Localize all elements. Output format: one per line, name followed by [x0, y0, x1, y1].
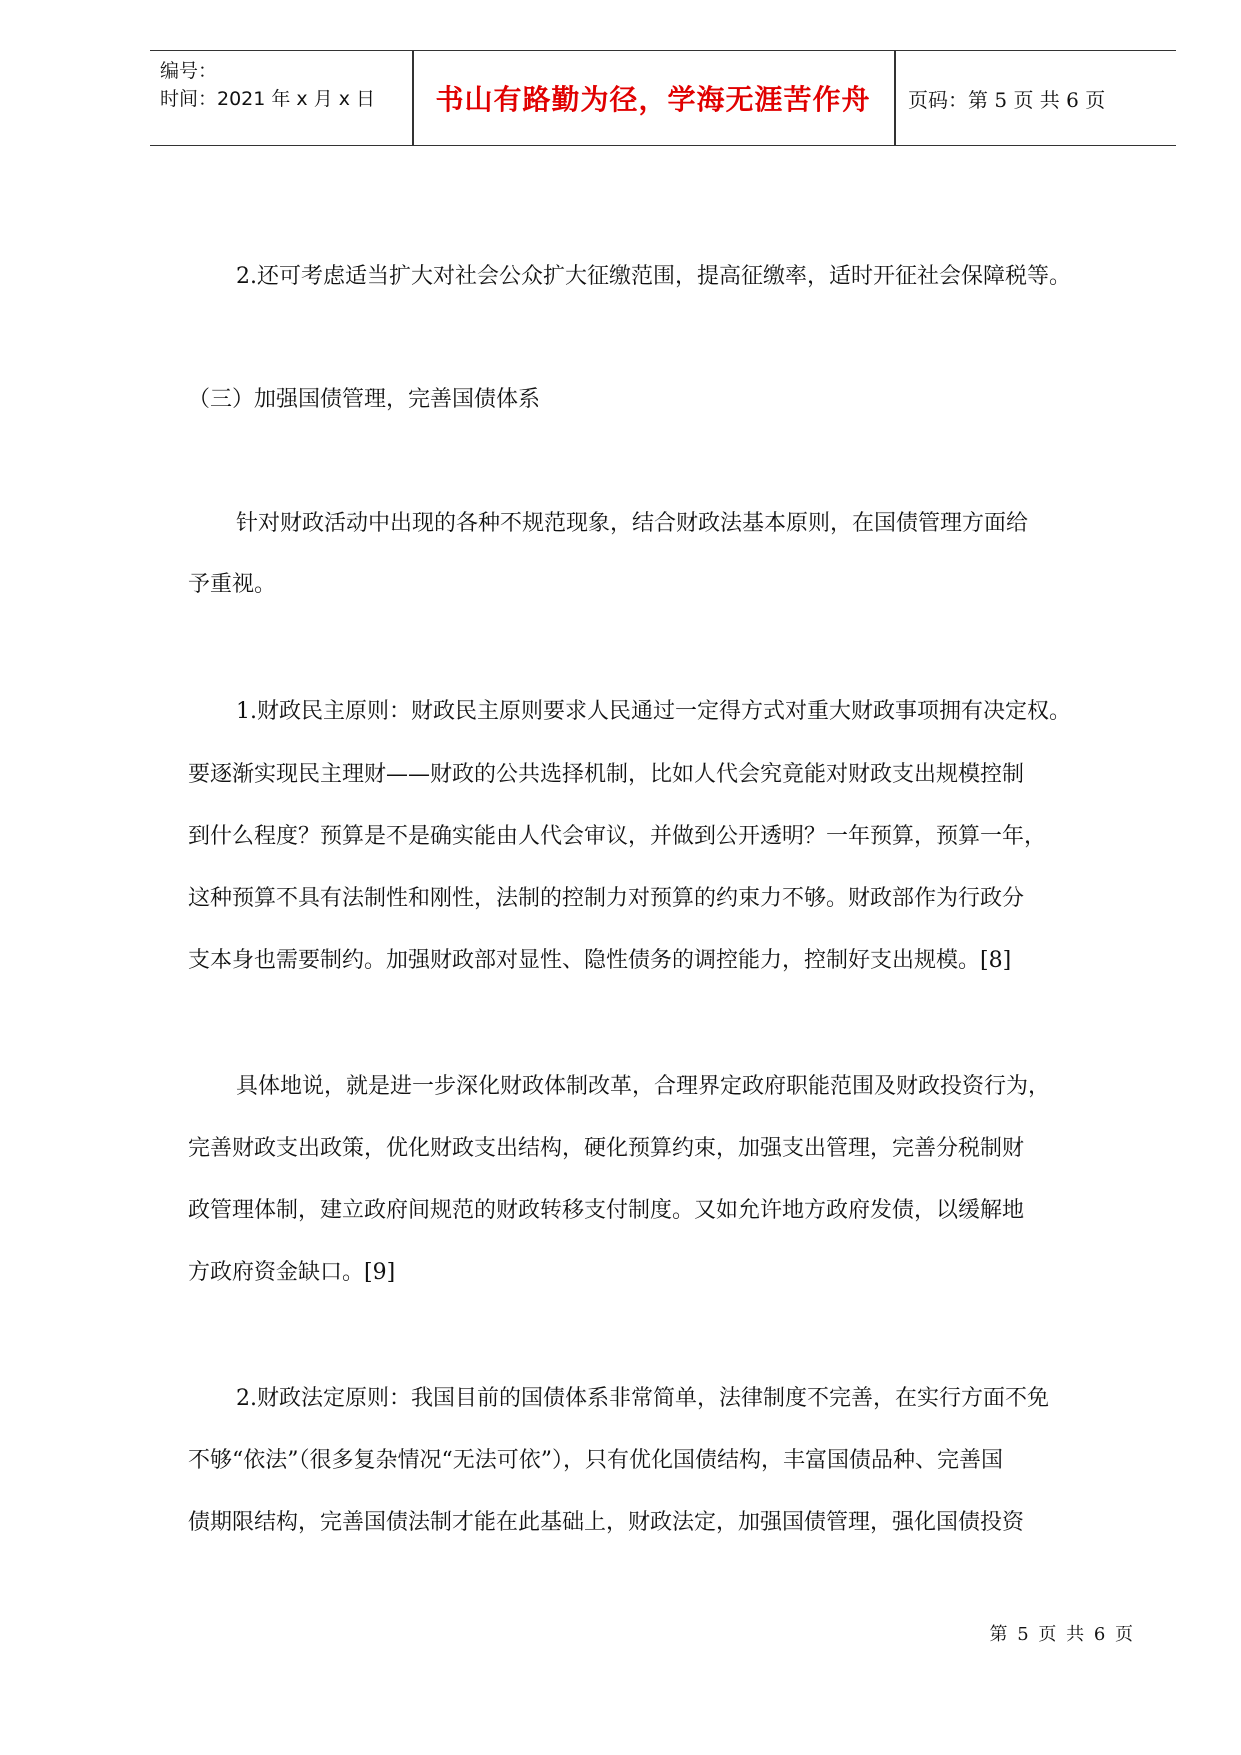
body-line: 1.财政民主原则：财政民主原则要求人民通过一定得方式对重大财政事项拥有决定权。 [236, 699, 1071, 724]
body-line: 要逐渐实现民主理财——财政的公共选择机制，比如人代会究竟能对财政支出规模控制 [188, 762, 1025, 787]
serial-number-label: 编号： [160, 60, 218, 82]
body-line: 债期限结构，完善国债法制才能在此基础上，财政法定，加强国债管理，强化国债投资 [188, 1510, 1025, 1535]
body-line: 支本身也需要制约。加强财政部对显性、隐性债务的调控能力，控制好支出规模。[8] [188, 948, 1012, 973]
body-line: 不够“依法”（很多复杂情况“无法可依”），只有优化国债结构，丰富国债品种、完善国 [188, 1448, 1003, 1473]
body-line: 方政府资金缺口。[9] [188, 1260, 396, 1285]
date-label: 时间：2021 年 x 月 x 日 [160, 88, 376, 110]
body-line: 这种预算不具有法制性和刚性，法制的控制力对预算的约束力不够。财政部作为行政分 [188, 886, 1025, 911]
section-heading: （三）加强国债管理，完善国债体系 [188, 387, 541, 412]
body-line: 具体地说，就是进一步深化财政体制改革，合理界定政府职能范围及财政投资行为， [236, 1074, 1051, 1099]
header-page-info: 页码：第 5 页 共 6 页 [908, 87, 1106, 112]
page-footer: 第 5 页 共 6 页 [989, 1624, 1135, 1645]
body-line: 2.还可考虑适当扩大对社会公众扩大征缴范围，提高征缴率，适时开征社会保障税等。 [236, 264, 1071, 289]
body-line: 2.财政法定原则：我国目前的国债体系非常简单，法律制度不完善，在实行方面不免 [236, 1386, 1049, 1411]
body-line: 针对财政活动中出现的各种不规范现象，结合财政法基本原则，在国债管理方面给 [236, 511, 1029, 536]
body-line: 到什么程度？预算是不是确实能由人代会审议，并做到公开透明？一年预算，预算一年， [188, 824, 1047, 849]
body-line: 予重视。 [188, 572, 277, 597]
header-motto: 书山有路勤为径，学海无涯苦作舟 [435, 83, 871, 116]
body-line: 政管理体制，建立政府间规范的财政转移支付制度。又如允许地方政府发债，以缓解地 [188, 1198, 1025, 1223]
body-line: 完善财政支出政策，优化财政支出结构，硬化预算约束，加强支出管理，完善分税制财 [188, 1136, 1025, 1161]
